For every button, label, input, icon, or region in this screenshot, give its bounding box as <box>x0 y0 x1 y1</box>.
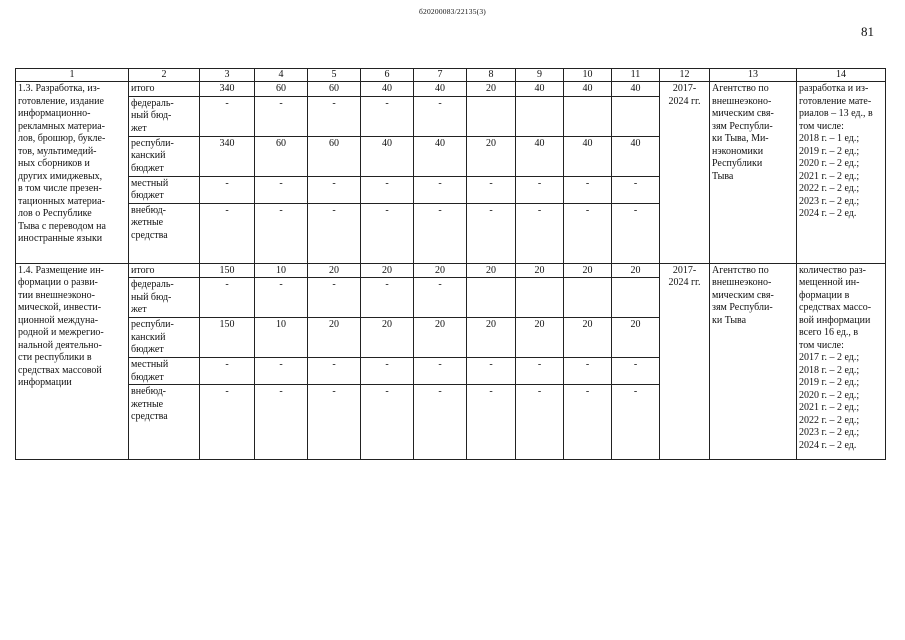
funding-source: внебюд- жетные средства <box>129 203 200 263</box>
amount-cell: - <box>414 358 467 385</box>
amount-cell: - <box>414 96 467 136</box>
amount-cell: - <box>255 176 308 203</box>
column-header-6: 6 <box>361 69 414 82</box>
amount-cell: 60 <box>255 136 308 176</box>
amount-cell: 340 <box>200 82 255 97</box>
column-header-14: 14 <box>797 69 886 82</box>
amount-cell: - <box>612 176 660 203</box>
amount-cell: - <box>361 358 414 385</box>
amount-cell: 60 <box>308 136 361 176</box>
document-id: б20200083/22135(3) <box>419 7 486 16</box>
amount-cell: 20 <box>361 318 414 358</box>
amount-cell <box>516 278 564 318</box>
amount-cell: - <box>200 385 255 460</box>
amount-cell: - <box>200 203 255 263</box>
page-number: 81 <box>861 24 874 39</box>
funding-source: внебюд- жетные средства <box>129 385 200 460</box>
funding-source: федераль- ный бюд- жет <box>129 278 200 318</box>
amount-cell: 20 <box>467 318 516 358</box>
column-header-9: 9 <box>516 69 564 82</box>
column-header-1: 1 <box>16 69 129 82</box>
table-row <box>16 82 886 97</box>
amount-cell: 20 <box>516 318 564 358</box>
amount-cell: 40 <box>612 82 660 97</box>
amount-cell <box>612 96 660 136</box>
funding-source: республи- канский бюджет <box>129 318 200 358</box>
amount-cell <box>564 96 612 136</box>
amount-cell: 150 <box>200 318 255 358</box>
amount-cell: - <box>564 358 612 385</box>
amount-cell: 20 <box>467 263 516 278</box>
amount-cell: - <box>467 385 516 460</box>
table-header-row <box>16 69 886 82</box>
amount-cell: 20 <box>467 136 516 176</box>
column-header-12: 12 <box>660 69 710 82</box>
period-cell: 2017- 2024 гг. <box>660 263 710 460</box>
amount-cell: - <box>361 385 414 460</box>
amount-cell: 10 <box>255 318 308 358</box>
amount-cell <box>516 96 564 136</box>
amount-cell: - <box>308 278 361 318</box>
budget-table <box>15 68 886 460</box>
executor-cell: Агентство по внешнеэконо- мическим свя- зям Республи- ки Тыва, Ми- нэкономики Республики Тыва <box>710 82 797 264</box>
amount-cell: 40 <box>516 82 564 97</box>
amount-cell: - <box>516 203 564 263</box>
funding-source: республи- канский бюджет <box>129 136 200 176</box>
amount-cell: 40 <box>516 136 564 176</box>
funding-source: местный бюджет <box>129 176 200 203</box>
amount-cell: 10 <box>255 263 308 278</box>
column-header-3: 3 <box>200 69 255 82</box>
amount-cell: - <box>467 203 516 263</box>
amount-cell: 340 <box>200 136 255 176</box>
amount-cell <box>564 278 612 318</box>
amount-cell: - <box>308 96 361 136</box>
amount-cell: 40 <box>414 82 467 97</box>
column-header-11: 11 <box>612 69 660 82</box>
amount-cell: 40 <box>361 82 414 97</box>
amount-cell: - <box>414 385 467 460</box>
period-cell: 2017- 2024 гг. <box>660 82 710 264</box>
amount-cell: - <box>361 203 414 263</box>
funding-source: итого <box>129 263 200 278</box>
amount-cell: - <box>361 96 414 136</box>
amount-cell: 20 <box>516 263 564 278</box>
amount-cell: 60 <box>308 82 361 97</box>
amount-cell: - <box>255 385 308 460</box>
amount-cell: - <box>612 385 660 460</box>
amount-cell <box>467 96 516 136</box>
amount-cell: - <box>564 203 612 263</box>
amount-cell: 40 <box>564 136 612 176</box>
amount-cell: 20 <box>612 318 660 358</box>
amount-cell: 20 <box>414 318 467 358</box>
amount-cell <box>612 278 660 318</box>
amount-cell: - <box>255 358 308 385</box>
amount-cell: 40 <box>612 136 660 176</box>
amount-cell: 60 <box>255 82 308 97</box>
amount-cell: - <box>467 358 516 385</box>
amount-cell: - <box>414 278 467 318</box>
column-header-13: 13 <box>710 69 797 82</box>
amount-cell: - <box>308 385 361 460</box>
amount-cell: - <box>308 358 361 385</box>
amount-cell: - <box>467 176 516 203</box>
activity-title: 1.4. Размещение ин- формации о разви- тии внешнеэконо- мической, инвести- ционной междуна- родной и межрегио- нальной деятельно- сти республики в средствах массовой информации <box>16 263 129 460</box>
amount-cell: - <box>200 96 255 136</box>
column-header-2: 2 <box>129 69 200 82</box>
amount-cell: - <box>564 176 612 203</box>
amount-cell: - <box>564 385 612 460</box>
executor-cell: Агентство по внешнеэконо- мическим свя- зям Республи- ки Тыва <box>710 263 797 460</box>
column-header-5: 5 <box>308 69 361 82</box>
amount-cell: - <box>612 203 660 263</box>
column-header-4: 4 <box>255 69 308 82</box>
amount-cell: - <box>255 203 308 263</box>
amount-cell: - <box>414 203 467 263</box>
table-body <box>16 69 886 460</box>
amount-cell: 40 <box>361 136 414 176</box>
amount-cell: - <box>516 358 564 385</box>
activity-title: 1.3. Разработка, из- готовление, издание информационно- рекламных материа- лов, брошюр, букле- тов, мультимедий- ных сборников и других имиджевых, в том числе презен- тационных материа- лов о Республике Тыва с переводом на иностранные языки <box>16 82 129 264</box>
amount-cell: 20 <box>308 318 361 358</box>
amount-cell: - <box>516 385 564 460</box>
amount-cell <box>467 278 516 318</box>
indicator-cell: количество раз- мещенной ин- формации в средствах массо- вой информации всего 16 ед., в том числе: 2017 г. – 2 ед.; 2018 г. – 2 ед.; 2019 г. – 2 ед.; 2020 г. – 2 ед.; 2021 г. – 2 ед.; 2022 г. – 2 ед.; 2023 г. – 2 ед.; 2024 г. – 2 ед. <box>797 263 886 460</box>
amount-cell: 20 <box>308 263 361 278</box>
amount-cell: 150 <box>200 263 255 278</box>
amount-cell: 40 <box>414 136 467 176</box>
amount-cell: - <box>200 176 255 203</box>
amount-cell: - <box>361 176 414 203</box>
column-header-10: 10 <box>564 69 612 82</box>
funding-source: итого <box>129 82 200 97</box>
column-header-7: 7 <box>414 69 467 82</box>
amount-cell: - <box>255 278 308 318</box>
amount-cell: - <box>516 176 564 203</box>
amount-cell: 20 <box>414 263 467 278</box>
amount-cell: 40 <box>564 82 612 97</box>
amount-cell: 20 <box>361 263 414 278</box>
funding-source: местный бюджет <box>129 358 200 385</box>
amount-cell: 20 <box>564 318 612 358</box>
amount-cell: 20 <box>564 263 612 278</box>
amount-cell: - <box>308 176 361 203</box>
amount-cell: - <box>612 358 660 385</box>
table-row <box>16 263 886 278</box>
amount-cell: - <box>255 96 308 136</box>
amount-cell: 20 <box>467 82 516 97</box>
amount-cell: - <box>200 278 255 318</box>
column-header-8: 8 <box>467 69 516 82</box>
indicator-cell: разработка и из- готовление мате- риалов – 13 ед., в том числе: 2018 г. – 1 ед.; 2019 г. – 2 ед.; 2020 г. – 2 ед.; 2021 г. – 2 ед.; 2022 г. – 2 ед.; 2023 г. – 2 ед.; 2024 г. – 2 ед. <box>797 82 886 264</box>
amount-cell: - <box>308 203 361 263</box>
amount-cell: 20 <box>612 263 660 278</box>
amount-cell: - <box>361 278 414 318</box>
amount-cell: - <box>414 176 467 203</box>
amount-cell: - <box>200 358 255 385</box>
funding-source: федераль- ный бюд- жет <box>129 96 200 136</box>
